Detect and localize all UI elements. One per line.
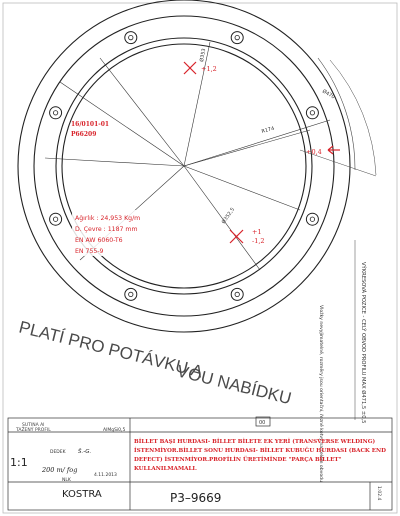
red-note-line2: İSTENMİYOR.BİLLET SONU HURDASI- BİLLET KUBUĞU HURDASI (BACK END: [134, 448, 386, 454]
mounting-lug: [231, 32, 243, 44]
material: AlMgSi0,5: [103, 428, 126, 433]
mounting-lug: [125, 32, 137, 44]
mounting-lug: [50, 213, 62, 225]
dim-label-center: Ø352,5: [220, 206, 237, 226]
spec-perimeter: D. Çevre : 1187 mm: [75, 226, 138, 233]
checked-label: NLK: [62, 478, 71, 483]
spec-box: [72, 210, 144, 256]
side-note-line1: VÝKRESOVÁ POZICE - CELÝ OBVOD PROFILU MAX Ø471,5 ±0,5: [360, 262, 366, 424]
drawn-label: DEDEK: [50, 450, 66, 455]
center-line: [184, 42, 210, 166]
dim-label-right-upper: Ø470: [321, 88, 336, 101]
red-note: [134, 438, 386, 472]
center-line: [45, 158, 184, 166]
center-line: [100, 58, 184, 166]
scale: 1:1: [10, 456, 28, 469]
dim-label-top: Ø353: [199, 48, 208, 63]
drawing-number: P3–9669: [170, 491, 222, 505]
stamp-line1: PLATÍ PRO POTÁVKU A: [17, 317, 205, 382]
mounting-lug: [231, 288, 243, 300]
stamp-line2: VOU NABÍDKU: [175, 361, 294, 409]
tolerance-top: +1,2: [201, 65, 217, 73]
tolerance-arrow: [328, 150, 333, 154]
spec-standard: EN 755-9: [75, 248, 104, 255]
center-line: [184, 166, 300, 210]
title-corner-label1: SUTINA AI: [22, 423, 45, 428]
tolerance-center-minus: -1,2: [252, 237, 265, 245]
red-note-line1: BİLLET BAŞI HURDASI- BİLLET BİLETE EK YERİ (TRANSVERSE WELDING): [134, 439, 376, 445]
dim-label-right-mid: R174: [260, 125, 276, 135]
revision-label: 00: [259, 420, 266, 426]
drawing-date: 4.11.2013: [94, 473, 117, 478]
spec-weight: Ağırlık : 24,953 Kg/m: [75, 215, 141, 222]
mounting-lug: [50, 107, 62, 119]
center-line: [184, 120, 330, 166]
red-note-line4: KULLANILMAMALI.: [134, 466, 197, 472]
title-corner-label2: TAŽENÝ PROFIL: [16, 428, 51, 433]
customer: KOSTRA: [62, 489, 102, 500]
mounting-lug: [306, 213, 318, 225]
tolerance-right: +0,4: [306, 148, 322, 156]
profile-code-line2: P66209: [71, 131, 97, 138]
center-line: [184, 130, 310, 166]
red-note-line3: DEFECT) İSTENMİYOR.PROFİLİN ÜRETİMİNDE "PARÇA BİLLET": [134, 457, 342, 463]
dimension-arc: [330, 60, 376, 175]
handwritten-note: 200 m/ fog: [42, 466, 78, 474]
drawn-initials: Š.-G.: [78, 449, 92, 455]
spec-alloy: EN AW 6060-T6: [75, 237, 123, 244]
side-note-line2: Vložky nevyjímatelné, rozměry jsou orientační, řezné kotvy na celém obvodu: [318, 305, 323, 482]
mounting-lug: [306, 107, 318, 119]
mounting-lug: [125, 288, 137, 300]
center-line: [184, 166, 260, 270]
profile-code-line1: 16/0101-01: [71, 121, 110, 128]
tolerance-center-plus: +1: [252, 228, 262, 236]
sheet-code: 1:02.4: [376, 486, 381, 501]
